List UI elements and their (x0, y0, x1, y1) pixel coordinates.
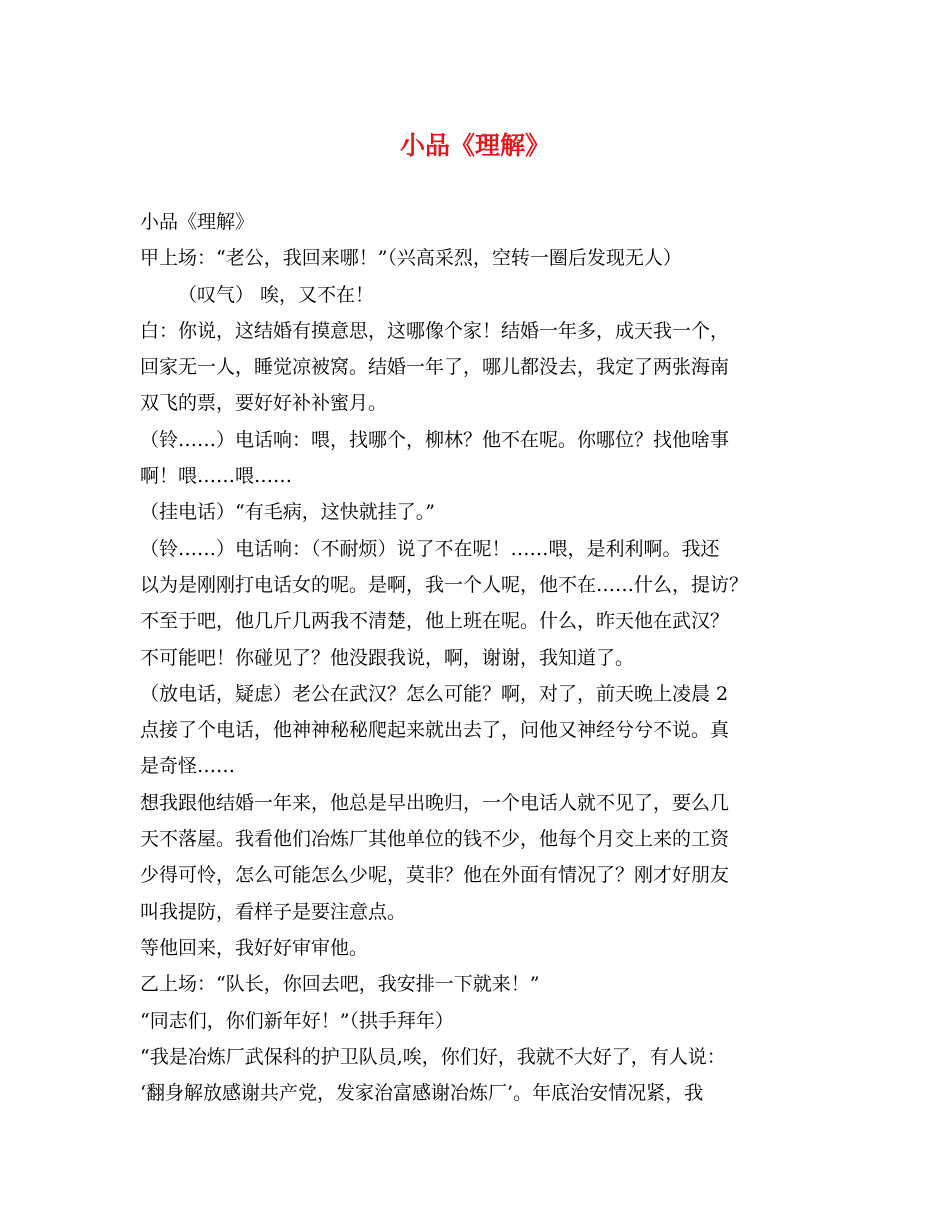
text-line: 啊！喂……喂…… (140, 465, 293, 488)
text-line: 是奇怪…… (140, 755, 236, 778)
text-line: 点接了个电话，他神神秘秘爬起来就出去了，问他又神经兮兮不说。真 (140, 719, 730, 742)
text-line: 天不落屋。我看他们冶炼厂其他单位的钱不少，他每个月交上来的工资 (140, 828, 730, 851)
text-line: 叫我提防，看样子是要注意点。 (140, 900, 407, 923)
text-line: 少得可怜，怎么可能怎么少呢，莫非？他在外面有情况了？刚才好朋友 (140, 864, 730, 887)
text-line: 回家无一人，睡觉凉被窝。结婚一年了，哪儿都没去，我定了两张海南 (140, 356, 730, 379)
text-line: 想我跟他结婚一年来，他总是早出晚归，一个电话人就不见了，要么几 (140, 791, 730, 814)
text-line: 乙上场：“队长，你回去吧，我安排一下就来！” (140, 973, 540, 996)
text-line: 双飞的票，要好好补补蜜月。 (140, 392, 388, 415)
text-line: 白：你说，这结婚有摸意思，这哪像个家！结婚一年多，成天我一个， (140, 319, 730, 342)
text-line: 以为是刚刚打电话女的呢。是啊，我一个人呢，他不在……什么，提访？ (140, 573, 749, 596)
text-line: 不至于吧，他几斤几两我不清楚，他上班在呢。什么，昨天他在武汉？ (140, 610, 730, 633)
text-line: 甲上场：“老公，我回来哪！”（兴高采烈，空转一圈后发现无人） (140, 247, 682, 270)
text-line: 等他回来，我好好审审他。 (140, 936, 369, 959)
text-line: （铃……）电话响：喂，找哪个，柳林？他不在呢。你哪位？找他啥事 (140, 428, 730, 451)
text-line: （放电话，疑虑）老公在武汉？怎么可能？啊，对了，前天晚上凌晨 2 (140, 682, 729, 705)
text-line: ‘翻身解放感谢共产党，发家治富感谢冶炼厂’。年底治安情况紧，我 (140, 1082, 704, 1105)
text-line: 小品《理解》 (140, 211, 255, 233)
text-line: （挂电话）“有毛病，这快就挂了。” (140, 501, 435, 524)
text-line: “我是冶炼厂武保科的护卫队员,唉，你们好，我就不大好了，有人说： (140, 1045, 726, 1068)
text-line: （铃……）电话响：（不耐烦）说了不在呢！……喂，是利利啊。我还 (140, 537, 720, 560)
document-body (140, 204, 815, 1111)
text-line: “同志们，你们新年好！”（拱手拜年） (140, 1009, 454, 1032)
text-line: 不可能吧！你碰见了？他没跟我说，啊，谢谢，我知道了。 (140, 646, 635, 669)
document-title: 小品《理解》 (399, 131, 550, 160)
text-line: （叹气） 唉，又不在！ (178, 283, 375, 306)
